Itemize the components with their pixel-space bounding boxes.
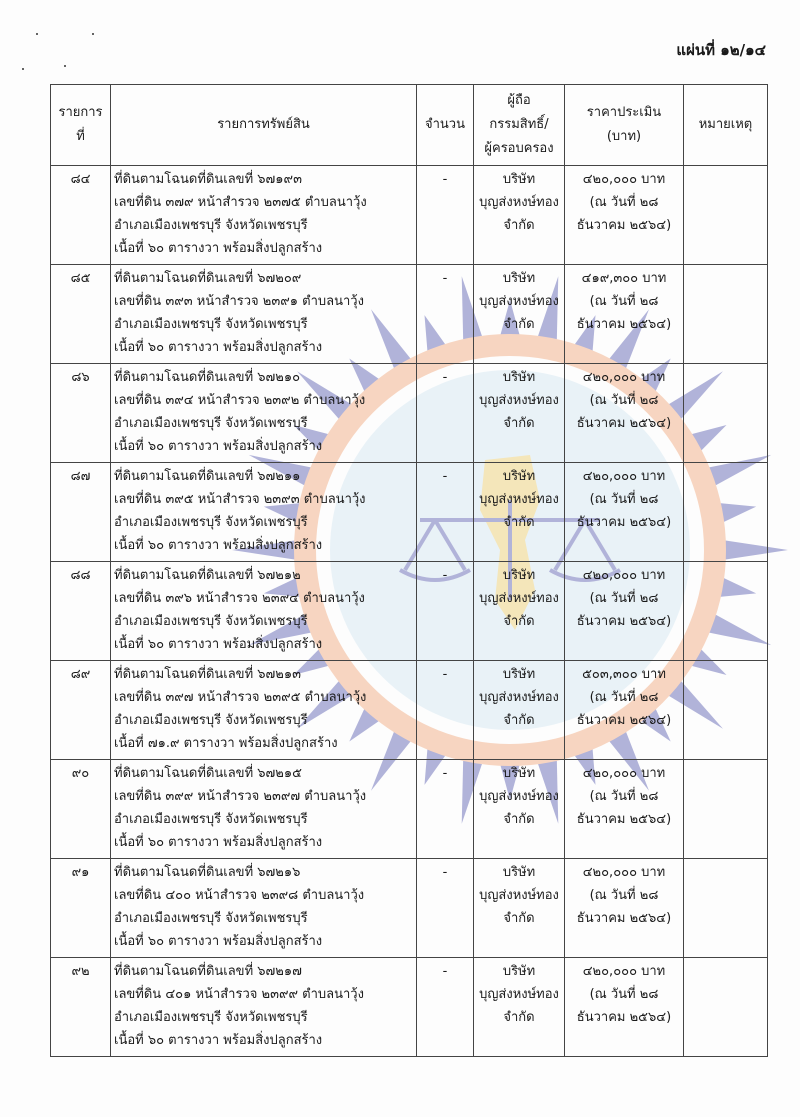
item-number-cell: ๙๑ — [51, 859, 111, 958]
asset-description-cell — [111, 166, 417, 265]
owner-cell-line: จำกัด — [503, 812, 535, 827]
table-row — [51, 265, 768, 364]
quantity-cell: - — [417, 562, 474, 661]
owner-cell-line: จำกัด — [503, 614, 535, 629]
owner-cell — [474, 661, 565, 760]
asset-description-cell-line: อำเภอเมืองเพชรบุรี จังหวัดเพชรบุรี — [114, 1010, 308, 1025]
asset-description-cell-line: เลขที่ดิน ๔๐๐ หน้าสำรวจ ๒๓๙๘ ตำบลนาวุ้ง — [114, 888, 365, 903]
appraised-price-cell — [565, 859, 684, 958]
owner-cell — [474, 760, 565, 859]
owner-cell-line: บริษัท — [502, 964, 536, 979]
appraised-price-cell-line: ธันวาคม ๒๕๖๔) — [576, 218, 672, 233]
asset-description-cell-line: เนื้อที่ ๖๐ ตารางวา พร้อมสิ่งปลูกสร้าง — [114, 1033, 323, 1048]
header-owner: ผู้ถือ กรรมสิทธิ์/ ผู้ครอบครอง — [474, 85, 565, 166]
owner-cell-line: จำกัด — [503, 713, 535, 728]
note-cell — [684, 859, 768, 958]
appraised-price-cell-line: ๔๒๐,๐๐๐ บาท — [582, 964, 666, 979]
appraised-price-cell-line: ๔๒๐,๐๐๐ บาท — [582, 568, 666, 583]
appraised-price-cell-line: ๔๒๐,๐๐๐ บาท — [582, 469, 666, 484]
asset-table — [50, 84, 768, 1057]
asset-description-cell-line: เลขที่ดิน ๓๙๓ หน้าสำรวจ ๒๓๙๑ ตำบลนาวุ้ง — [114, 294, 364, 309]
appraised-price-cell-line: ๔๒๐,๐๐๐ บาท — [582, 865, 666, 880]
asset-description-cell-line: เนื้อที่ ๖๐ ตารางวา พร้อมสิ่งปลูกสร้าง — [114, 637, 323, 652]
owner-cell-line: บริษัท — [502, 172, 536, 187]
item-number-cell: ๘๙ — [51, 661, 111, 760]
owner-cell — [474, 364, 565, 463]
note-cell — [684, 661, 768, 760]
quantity-cell: - — [417, 463, 474, 562]
appraised-price-cell — [565, 661, 684, 760]
owner-cell-line: จำกัด — [503, 317, 535, 332]
table-row — [51, 364, 768, 463]
table-row — [51, 166, 768, 265]
appraised-price-cell — [565, 166, 684, 265]
appraised-price-cell — [565, 562, 684, 661]
owner-cell-line: จำกัด — [503, 911, 535, 926]
appraised-price-cell-line: (ณ วันที่ ๒๘ — [589, 591, 659, 606]
appraised-price-cell — [565, 958, 684, 1057]
item-number-cell: ๘๔ — [51, 166, 111, 265]
quantity-cell: - — [417, 661, 474, 760]
header-description: รายการทรัพย์สิน — [111, 85, 417, 166]
item-number-cell: ๘๘ — [51, 562, 111, 661]
item-number-cell: ๙๒ — [51, 958, 111, 1057]
owner-cell-line: บุญส่งหงษ์ทอง — [479, 294, 559, 309]
appraised-price-cell-line: ๔๑๙,๓๐๐ บาท — [581, 271, 667, 286]
note-cell — [684, 364, 768, 463]
header-item-no: รายการ ที่ — [51, 85, 111, 166]
asset-description-cell-line: เนื้อที่ ๖๐ ตารางวา พร้อมสิ่งปลูกสร้าง — [114, 241, 323, 256]
asset-description-cell — [111, 265, 417, 364]
appraised-price-cell-line: ธันวาคม ๒๕๖๔) — [576, 812, 672, 827]
table-row — [51, 760, 768, 859]
asset-description-cell-line: อำเภอเมืองเพชรบุรี จังหวัดเพชรบุรี — [114, 911, 308, 926]
quantity-cell: - — [417, 265, 474, 364]
asset-description-cell-line: เลขที่ดิน ๓๙๖ หน้าสำรวจ ๒๓๙๔ ตำบลนาวุ้ง — [114, 591, 365, 606]
scan-speck — [92, 33, 94, 35]
asset-description-cell-line: ที่ดินตามโฉนดที่ดินเลขที่ ๖๗๒๑๕ — [114, 766, 302, 781]
asset-description-cell-line: อำเภอเมืองเพชรบุรี จังหวัดเพชรบุรี — [114, 812, 308, 827]
appraised-price-cell-line: ธันวาคม ๒๕๖๔) — [576, 515, 672, 530]
note-cell — [684, 562, 768, 661]
asset-description-cell — [111, 661, 417, 760]
asset-description-cell-line: ที่ดินตามโฉนดที่ดินเลขที่ ๖๗๑๙๓ — [114, 172, 302, 187]
table-row — [51, 463, 768, 562]
owner-cell — [474, 562, 565, 661]
asset-description-cell-line: อำเภอเมืองเพชรบุรี จังหวัดเพชรบุรี — [114, 713, 308, 728]
table-row — [51, 661, 768, 760]
asset-description-cell — [111, 463, 417, 562]
appraised-price-cell-line: (ณ วันที่ ๒๘ — [589, 492, 659, 507]
owner-cell-line: จำกัด — [503, 416, 535, 431]
appraised-price-cell-line: (ณ วันที่ ๒๘ — [589, 195, 659, 210]
owner-cell-line: บุญส่งหงษ์ทอง — [479, 987, 559, 1002]
asset-description-cell-line: เลขที่ดิน ๓๗๙ หน้าสำรวจ ๒๓๗๕ ตำบลนาวุ้ง — [114, 195, 367, 210]
asset-description-cell-line: เนื้อที่ ๗๑.๙ ตารางวา พร้อมสิ่งปลูกสร้าง — [114, 736, 338, 751]
owner-cell-line: บุญส่งหงษ์ทอง — [479, 591, 559, 606]
scan-speck — [36, 33, 38, 35]
appraised-price-cell-line: ธันวาคม ๒๕๖๔) — [576, 614, 672, 629]
asset-description-cell-line: เลขที่ดิน ๔๐๑ หน้าสำรวจ ๒๓๙๙ ตำบลนาวุ้ง — [114, 987, 364, 1002]
owner-cell — [474, 265, 565, 364]
appraised-price-cell — [565, 760, 684, 859]
owner-cell — [474, 463, 565, 562]
table-row — [51, 859, 768, 958]
owner-cell-line: บริษัท — [502, 568, 536, 583]
owner-cell-line: บริษัท — [502, 469, 536, 484]
appraised-price-cell — [565, 364, 684, 463]
asset-description-cell-line: เนื้อที่ ๖๐ ตารางวา พร้อมสิ่งปลูกสร้าง — [114, 934, 323, 949]
owner-cell — [474, 166, 565, 265]
asset-description-cell-line: ที่ดินตามโฉนดที่ดินเลขที่ ๖๗๒๑๑ — [114, 469, 301, 484]
asset-description-cell-line: เลขที่ดิน ๓๙๗ หน้าสำรวจ ๒๓๙๕ ตำบลนาวุ้ง — [114, 690, 367, 705]
quantity-cell: - — [417, 166, 474, 265]
note-cell — [684, 958, 768, 1057]
owner-cell-line: บริษัท — [502, 667, 536, 682]
appraised-price-cell-line: (ณ วันที่ ๒๘ — [589, 294, 659, 309]
asset-description-cell — [111, 760, 417, 859]
appraised-price-cell — [565, 463, 684, 562]
appraised-price-cell-line: (ณ วันที่ ๒๘ — [589, 987, 659, 1002]
owner-cell-line: บุญส่งหงษ์ทอง — [479, 789, 559, 804]
owner-cell-line: จำกัด — [503, 218, 535, 233]
owner-cell-line: บริษัท — [502, 766, 536, 781]
asset-description-cell-line: เลขที่ดิน ๓๙๔ หน้าสำรวจ ๒๓๙๒ ตำบลนาวุ้ง — [114, 393, 366, 408]
scan-speck — [22, 68, 24, 70]
appraised-price-cell-line: (ณ วันที่ ๒๘ — [589, 789, 659, 804]
table-header-row — [51, 85, 768, 166]
appraised-price-cell-line: ธันวาคม ๒๕๖๔) — [576, 416, 672, 431]
note-cell — [684, 265, 768, 364]
owner-cell-line: บุญส่งหงษ์ทอง — [479, 690, 559, 705]
asset-description-cell-line: อำเภอเมืองเพชรบุรี จังหวัดเพชรบุรี — [114, 614, 308, 629]
quantity-cell: - — [417, 958, 474, 1057]
item-number-cell: ๘๖ — [51, 364, 111, 463]
owner-cell-line: บุญส่งหงษ์ทอง — [479, 492, 559, 507]
asset-description-cell — [111, 859, 417, 958]
asset-description-cell-line: ที่ดินตามโฉนดที่ดินเลขที่ ๖๗๒๑๖ — [114, 865, 301, 880]
table-row — [51, 562, 768, 661]
owner-cell-line: จำกัด — [503, 1010, 535, 1025]
asset-description-cell-line: เนื้อที่ ๖๐ ตารางวา พร้อมสิ่งปลูกสร้าง — [114, 835, 323, 850]
appraised-price-cell-line: ธันวาคม ๒๕๖๔) — [576, 713, 672, 728]
appraised-price-cell-line: ธันวาคม ๒๕๖๔) — [576, 911, 672, 926]
appraised-price-cell-line: ธันวาคม ๒๕๖๔) — [576, 1010, 672, 1025]
asset-description-cell-line: อำเภอเมืองเพชรบุรี จังหวัดเพชรบุรี — [114, 218, 308, 233]
appraised-price-cell-line: ๔๒๐,๐๐๐ บาท — [582, 172, 666, 187]
item-number-cell: ๘๕ — [51, 265, 111, 364]
owner-cell-line: บริษัท — [502, 370, 536, 385]
owner-cell-line: จำกัด — [503, 515, 535, 530]
appraised-price-cell-line: ๔๒๐,๐๐๐ บาท — [582, 766, 666, 781]
asset-description-cell-line: ที่ดินตามโฉนดที่ดินเลขที่ ๖๗๒๐๙ — [114, 271, 302, 286]
header-price: ราคาประเมิน (บาท) — [565, 85, 684, 166]
quantity-cell: - — [417, 364, 474, 463]
quantity-cell: - — [417, 760, 474, 859]
asset-description-cell-line: ที่ดินตามโฉนดที่ดินเลขที่ ๖๗๒๑๗ — [114, 964, 302, 979]
note-cell — [684, 166, 768, 265]
asset-description-cell-line: อำเภอเมืองเพชรบุรี จังหวัดเพชรบุรี — [114, 515, 308, 530]
item-number-cell: ๙๐ — [51, 760, 111, 859]
asset-description-cell — [111, 364, 417, 463]
owner-cell — [474, 859, 565, 958]
quantity-cell: - — [417, 859, 474, 958]
asset-description-cell-line: เนื้อที่ ๖๐ ตารางวา พร้อมสิ่งปลูกสร้าง — [114, 340, 323, 355]
asset-description-cell-line: อำเภอเมืองเพชรบุรี จังหวัดเพชรบุรี — [114, 416, 308, 431]
note-cell — [684, 760, 768, 859]
appraised-price-cell-line: ๕๐๓,๓๐๐ บาท — [582, 667, 666, 682]
owner-cell — [474, 958, 565, 1057]
asset-description-cell-line: เนื้อที่ ๖๐ ตารางวา พร้อมสิ่งปลูกสร้าง — [114, 538, 323, 553]
owner-cell-line: บริษัท — [502, 865, 536, 880]
appraised-price-cell-line: (ณ วันที่ ๒๘ — [589, 888, 659, 903]
asset-description-cell — [111, 562, 417, 661]
asset-description-cell-line: ที่ดินตามโฉนดที่ดินเลขที่ ๖๗๒๑๒ — [114, 568, 301, 583]
owner-cell-line: บุญส่งหงษ์ทอง — [479, 195, 559, 210]
note-cell — [684, 463, 768, 562]
table-row — [51, 958, 768, 1057]
asset-description-cell-line: เนื้อที่ ๖๐ ตารางวา พร้อมสิ่งปลูกสร้าง — [114, 439, 323, 454]
appraised-price-cell-line: (ณ วันที่ ๒๘ — [589, 393, 659, 408]
header-quantity: จำนวน — [417, 85, 474, 166]
scan-speck — [64, 65, 66, 67]
appraised-price-cell-line: ๔๒๐,๐๐๐ บาท — [582, 370, 666, 385]
page-number: แผ่นที่ ๑๒/๑๔ — [676, 41, 766, 59]
asset-description-cell-line: อำเภอเมืองเพชรบุรี จังหวัดเพชรบุรี — [114, 317, 308, 332]
asset-description-cell-line: เลขที่ดิน ๓๙๕ หน้าสำรวจ ๒๓๙๓ ตำบลนาวุ้ง — [114, 492, 366, 507]
owner-cell-line: บริษัท — [502, 271, 536, 286]
asset-description-cell-line: ที่ดินตามโฉนดที่ดินเลขที่ ๖๗๒๑๓ — [114, 667, 302, 682]
item-number-cell: ๘๗ — [51, 463, 111, 562]
asset-description-cell-line: ที่ดินตามโฉนดที่ดินเลขที่ ๖๗๒๑๐ — [114, 370, 301, 385]
owner-cell-line: บุญส่งหงษ์ทอง — [479, 888, 559, 903]
asset-description-cell-line: เลขที่ดิน ๓๙๙ หน้าสำรวจ ๒๓๙๗ ตำบลนาวุ้ง — [114, 789, 367, 804]
asset-description-cell — [111, 958, 417, 1057]
appraised-price-cell — [565, 265, 684, 364]
appraised-price-cell-line: ธันวาคม ๒๕๖๔) — [576, 317, 672, 332]
owner-cell-line: บุญส่งหงษ์ทอง — [479, 393, 559, 408]
appraised-price-cell-line: (ณ วันที่ ๒๘ — [589, 690, 659, 705]
header-note: หมายเหตุ — [684, 85, 768, 166]
